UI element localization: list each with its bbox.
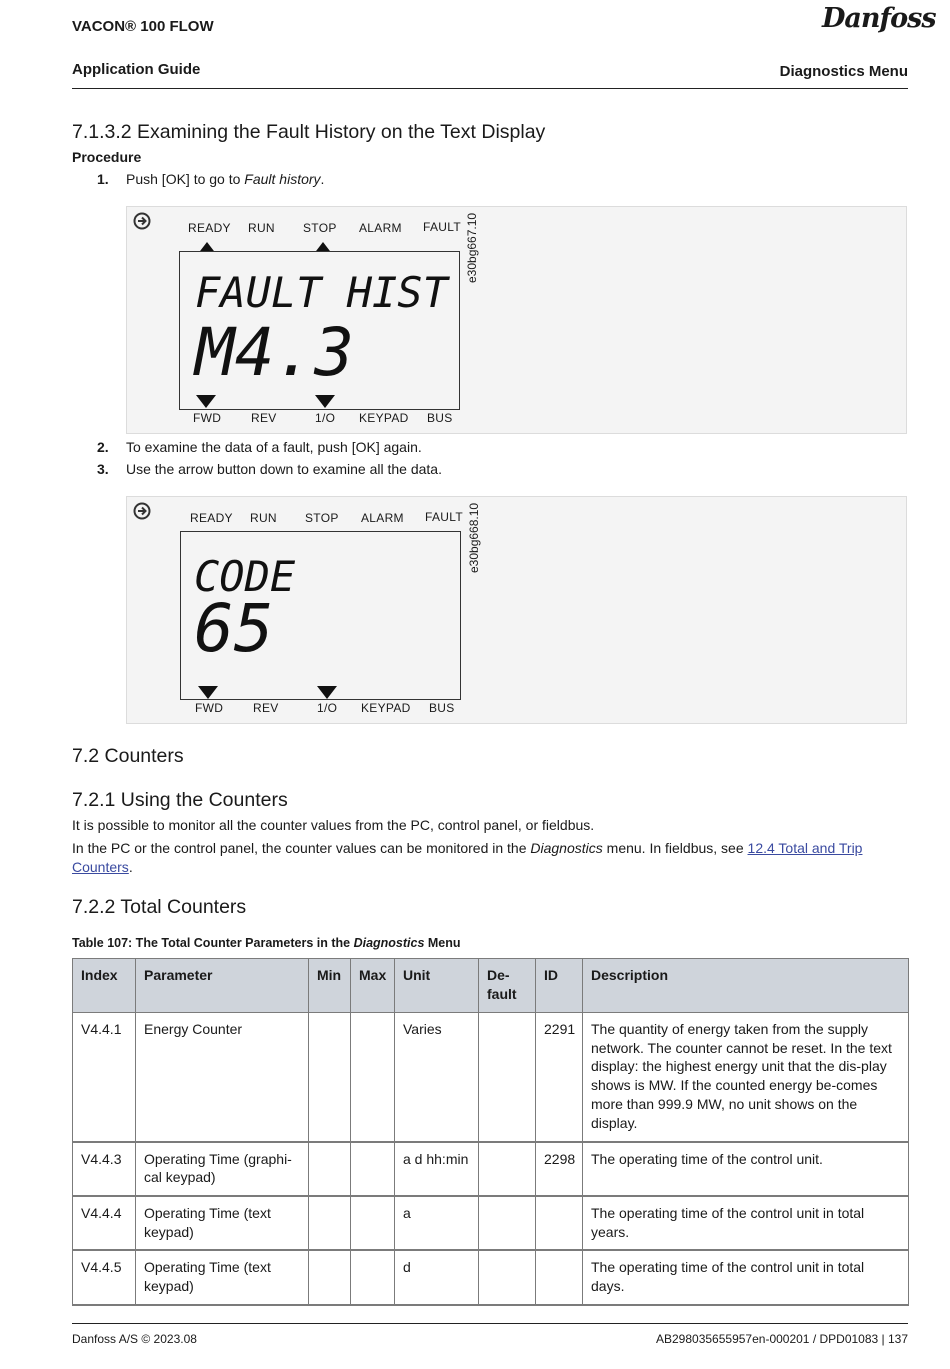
lcd-display bbox=[179, 251, 460, 410]
cell-id: 2298 bbox=[536, 1142, 583, 1196]
cell-index: V4.4.1 bbox=[73, 1013, 136, 1142]
cell-id bbox=[536, 1196, 583, 1250]
lcd-display bbox=[180, 531, 461, 700]
fwd-indicator-arrow bbox=[198, 686, 218, 699]
cell-index: V4.4.3 bbox=[73, 1142, 136, 1196]
cell-index: V4.4.4 bbox=[73, 1196, 136, 1250]
lcd-line-2: M4.3 bbox=[195, 314, 354, 391]
step-text bbox=[126, 170, 324, 189]
section-heading-7-2-2: 7.2.2 Total Counters bbox=[72, 896, 247, 918]
step-text-emphasis: Fault history bbox=[244, 171, 321, 187]
cell-description: The operating time of the control unit. bbox=[583, 1142, 909, 1196]
keypad-figure-fault-code bbox=[126, 496, 907, 724]
header-divider bbox=[72, 88, 908, 89]
arrow-circle-right-icon bbox=[133, 502, 151, 520]
io-indicator-arrow bbox=[317, 686, 337, 699]
cell-max bbox=[351, 1196, 395, 1250]
paragraph bbox=[72, 839, 892, 877]
total-counter-parameters-table bbox=[72, 958, 909, 1306]
alarm-label: ALARM bbox=[359, 221, 402, 235]
cell-max bbox=[351, 1250, 395, 1304]
paragraph-emphasis: Diagnostics bbox=[530, 840, 603, 856]
stop-label: STOP bbox=[303, 221, 337, 235]
procedure-label: Procedure bbox=[72, 149, 142, 165]
caption-part: Menu bbox=[424, 936, 461, 950]
paragraph-part: . bbox=[128, 859, 133, 875]
cell-default bbox=[479, 1250, 536, 1304]
cell-parameter: Operating Time (text keypad) bbox=[136, 1196, 309, 1250]
caption-emphasis: Diagnostics bbox=[353, 936, 425, 950]
ready-label: READY bbox=[188, 221, 231, 235]
stop-label: STOP bbox=[305, 511, 339, 525]
cell-index: V4.4.5 bbox=[73, 1250, 136, 1304]
io-indicator-arrow bbox=[315, 395, 335, 408]
total-trip-counters-link[interactable]: 12.4 Total and Trip Counters bbox=[72, 840, 863, 875]
lcd-line-1: FAULT HIST bbox=[195, 268, 448, 317]
cell-max bbox=[351, 1142, 395, 1196]
column-header-index: Index bbox=[73, 959, 136, 1013]
step-text-part: Push [OK] to go to bbox=[126, 171, 245, 187]
danfoss-logo-text: Danfoss bbox=[822, 3, 936, 34]
cell-min bbox=[309, 1196, 351, 1250]
cell-id bbox=[536, 1250, 583, 1304]
run-label: RUN bbox=[248, 221, 275, 235]
cell-unit: Varies bbox=[395, 1013, 479, 1142]
cell-min bbox=[309, 1142, 351, 1196]
cell-description: The operating time of the control unit in total days. bbox=[583, 1250, 909, 1304]
step-number: 3. bbox=[97, 461, 109, 477]
table-row bbox=[73, 1250, 909, 1304]
cell-description: The operating time of the control unit in total years. bbox=[583, 1196, 909, 1250]
caption-part: Table 107: The Total Counter Parameters in the bbox=[72, 936, 354, 950]
keypad-label: KEYPAD bbox=[361, 701, 411, 715]
cell-unit: a bbox=[395, 1196, 479, 1250]
lcd-line-2: 65 bbox=[194, 590, 274, 667]
alarm-label: ALARM bbox=[361, 511, 404, 525]
fwd-label: FWD bbox=[195, 701, 224, 715]
arrow-circle-right-icon bbox=[133, 212, 151, 230]
column-header-default: De-fault bbox=[479, 959, 536, 1013]
column-header-parameter: Parameter bbox=[136, 959, 309, 1013]
keypad-figure-fault-history bbox=[126, 206, 907, 434]
table-header-row bbox=[73, 959, 909, 1013]
cell-parameter: Energy Counter bbox=[136, 1013, 309, 1142]
footer-document-id: AB298035655957en-000201 / DPD01083 | 137 bbox=[656, 1332, 908, 1346]
table-row bbox=[73, 1196, 909, 1250]
cell-max bbox=[351, 1013, 395, 1142]
column-header-max: Max bbox=[351, 959, 395, 1013]
cell-parameter: Operating Time (text keypad) bbox=[136, 1250, 309, 1304]
cell-unit: d bbox=[395, 1250, 479, 1304]
cell-id: 2291 bbox=[536, 1013, 583, 1142]
column-header-id: ID bbox=[536, 959, 583, 1013]
rev-label: REV bbox=[251, 411, 277, 425]
section-heading-7-1-3-2: 7.1.3.2 Examining the Fault History on the Text Display bbox=[72, 121, 546, 143]
cell-min bbox=[309, 1250, 351, 1304]
step-text: Use the arrow button down to examine all the data. bbox=[126, 461, 442, 477]
chapter-title: Diagnostics Menu bbox=[779, 63, 908, 80]
run-label: RUN bbox=[250, 511, 277, 525]
paragraph-part: menu. In fieldbus, see bbox=[602, 840, 748, 856]
cell-min bbox=[309, 1013, 351, 1142]
lcd-line-1: CODE bbox=[194, 552, 296, 601]
fwd-indicator-arrow bbox=[196, 395, 216, 408]
document-type: Application Guide bbox=[72, 61, 201, 78]
io-label: 1/O bbox=[315, 411, 336, 425]
figure-code: e30bg668.10 bbox=[467, 502, 481, 573]
rev-label: REV bbox=[253, 701, 279, 715]
figure-code: e30bg667.10 bbox=[465, 212, 479, 283]
ready-label: READY bbox=[190, 511, 233, 525]
cell-unit: a d hh:min bbox=[395, 1142, 479, 1196]
cell-default bbox=[479, 1142, 536, 1196]
table-row bbox=[73, 1142, 909, 1196]
fault-label: FAULT bbox=[423, 220, 461, 234]
step-number: 1. bbox=[97, 171, 109, 187]
keypad-label: KEYPAD bbox=[359, 411, 409, 425]
paragraph-part: In the PC or the control panel, the counter values can be monitored in the bbox=[72, 840, 531, 856]
footer-copyright: Danfoss A/S © 2023.08 bbox=[72, 1332, 197, 1346]
column-header-unit: Unit bbox=[395, 959, 479, 1013]
footer-divider bbox=[72, 1323, 908, 1324]
table-row bbox=[73, 1013, 909, 1142]
cell-default bbox=[479, 1196, 536, 1250]
step-text: To examine the data of a fault, push [OK] again. bbox=[126, 439, 422, 455]
bus-label: BUS bbox=[427, 411, 453, 425]
bus-label: BUS bbox=[429, 701, 455, 715]
table-caption bbox=[72, 936, 461, 950]
fault-label: FAULT bbox=[425, 510, 463, 524]
paragraph: It is possible to monitor all the counter values from the PC, control panel, or fieldbus. bbox=[72, 817, 595, 833]
section-heading-7-2: 7.2 Counters bbox=[72, 745, 184, 767]
step-text-part: . bbox=[320, 171, 325, 187]
cell-parameter: Operating Time (graphi-cal keypad) bbox=[136, 1142, 309, 1196]
io-label: 1/O bbox=[317, 701, 338, 715]
cell-description: The quantity of energy taken from the supply network. The counter cannot be reset. In the text display: the highest energy unit that the dis-play shows is MW. If the counted energy be-comes more than 999.9 MW, no unit shows on the display. bbox=[583, 1013, 909, 1142]
danfoss-logo bbox=[822, 3, 936, 34]
column-header-description: Description bbox=[583, 959, 909, 1013]
column-header-min: Min bbox=[309, 959, 351, 1013]
product-name: VACON® 100 FLOW bbox=[72, 18, 214, 35]
step-number: 2. bbox=[97, 439, 109, 455]
section-heading-7-2-1: 7.2.1 Using the Counters bbox=[72, 789, 288, 811]
cell-default bbox=[479, 1013, 536, 1142]
fwd-label: FWD bbox=[193, 411, 222, 425]
